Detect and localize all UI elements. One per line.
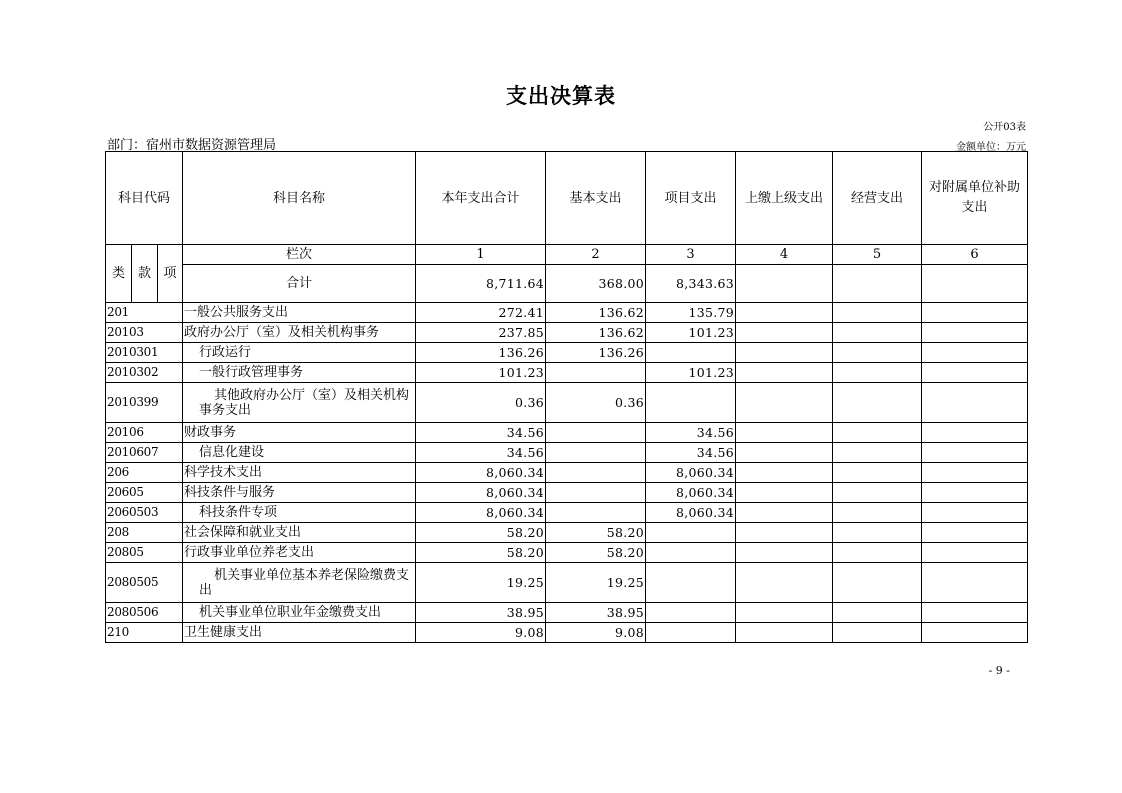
amount-cell [833,423,922,443]
subject-name: 行政运行 [183,343,416,363]
subject-code: 206 [106,463,183,483]
amount-cell [833,563,922,603]
subject-name: 行政事业单位养老支出 [183,543,416,563]
amount-cell: 0.36 [416,383,546,423]
table-row [106,303,1028,323]
expenditure-table [105,151,1028,643]
header-operating-expenditure: 经营支出 [833,152,922,245]
amount-cell [736,303,833,323]
amount-cell [546,443,646,463]
column-number-6: 6 [922,245,1028,265]
amount-cell: 9.08 [546,623,646,643]
amount-cell: 136.62 [546,303,646,323]
amount-cell: 34.56 [416,423,546,443]
amount-cell: 38.95 [546,603,646,623]
subject-name: 科学技术支出 [183,463,416,483]
amount-cell [833,363,922,383]
total-value: 8,711.64 [416,265,546,303]
amount-cell [922,603,1028,623]
amount-cell: 8,060.34 [416,503,546,523]
column-number-row [106,245,1028,265]
amount-cell: 34.56 [646,443,736,463]
amount-cell: 34.56 [416,443,546,463]
amount-cell: 8,060.34 [416,483,546,503]
amount-cell [833,303,922,323]
amount-cell: 58.20 [416,523,546,543]
amount-cell [646,383,736,423]
subject-code: 2080506 [106,603,183,623]
amount-cell [833,523,922,543]
amount-cell [922,443,1028,463]
amount-cell [922,563,1028,603]
table-row [106,363,1028,383]
header-subsidy-affiliated: 对附属单位补助支出 [922,152,1028,245]
amount-cell: 58.20 [416,543,546,563]
header-total-expenditure: 本年支出合计 [416,152,546,245]
table-row [106,543,1028,563]
table-row [106,523,1028,543]
amount-cell: 19.25 [546,563,646,603]
amount-cell: 136.26 [416,343,546,363]
amount-cell [736,323,833,343]
column-number-3: 3 [646,245,736,265]
subject-name: 社会保障和就业支出 [183,523,416,543]
amount-cell [833,543,922,563]
header-project-expenditure: 项目支出 [646,152,736,245]
amount-cell [833,323,922,343]
amount-cell [922,343,1028,363]
amount-cell: 272.41 [416,303,546,323]
amount-cell [833,443,922,463]
table-row [106,323,1028,343]
table-row [106,563,1028,603]
amount-cell [546,463,646,483]
table-row [106,423,1028,443]
amount-cell [736,523,833,543]
amount-cell: 8,060.34 [416,463,546,483]
amount-cell: 8,060.34 [646,483,736,503]
subject-name: 一般公共服务支出 [183,303,416,323]
subject-name: 卫生健康支出 [183,623,416,643]
total-value [833,265,922,303]
amount-unit-label: 金额单位：万元 [956,142,1026,153]
subject-name: 机关事业单位职业年金缴费支出 [183,603,416,623]
subject-code: 2010301 [106,343,183,363]
amount-cell [833,623,922,643]
amount-cell [646,343,736,363]
subject-name: 信息化建设 [183,443,416,463]
table-row [106,503,1028,523]
table-row [106,383,1028,423]
amount-cell [922,423,1028,443]
amount-cell [736,463,833,483]
header-xiang: 项 [158,245,183,303]
subject-code: 2080505 [106,563,183,603]
amount-cell [736,623,833,643]
subject-name: 科技条件专项 [183,503,416,523]
amount-cell [922,483,1028,503]
column-number-5: 5 [833,245,922,265]
subject-name: 一般行政管理事务 [183,363,416,383]
amount-cell [922,363,1028,383]
subject-code: 2060503 [106,503,183,523]
amount-cell [736,363,833,383]
amount-cell [922,303,1028,323]
amount-cell: 38.95 [416,603,546,623]
amount-cell [833,463,922,483]
amount-cell [736,563,833,603]
amount-cell [833,483,922,503]
subject-code: 2010302 [106,363,183,383]
amount-cell [922,523,1028,543]
total-value [922,265,1028,303]
subject-code: 20103 [106,323,183,343]
amount-cell: 237.85 [416,323,546,343]
total-value [736,265,833,303]
table-row [106,343,1028,363]
page-title: 支出决算表 [506,84,616,108]
amount-cell [922,383,1028,423]
amount-cell: 58.20 [546,543,646,563]
amount-cell [922,503,1028,523]
amount-cell: 8,060.34 [646,463,736,483]
header-basic-expenditure: 基本支出 [546,152,646,245]
page-number: - 9 - [988,664,1010,677]
column-number-1: 1 [416,245,546,265]
amount-cell: 101.23 [646,323,736,343]
amount-cell [922,323,1028,343]
header-lei: 类 [106,245,132,303]
total-row [106,265,1028,303]
amount-cell [833,603,922,623]
amount-cell [546,423,646,443]
amount-cell [646,563,736,603]
amount-cell [833,383,922,423]
amount-cell [833,343,922,363]
table-row [106,483,1028,503]
subject-code: 201 [106,303,183,323]
amount-cell: 8,060.34 [646,503,736,523]
amount-cell [922,463,1028,483]
amount-cell [833,503,922,523]
table-row [106,623,1028,643]
table-row [106,463,1028,483]
subject-code: 20106 [106,423,183,443]
subject-code: 20605 [106,483,183,503]
subject-code: 210 [106,623,183,643]
header-kuan: 款 [132,245,158,303]
amount-cell: 0.36 [546,383,646,423]
department-label: 部门：宿州市数据资源管理局 [107,138,277,153]
header-lanci: 栏次 [183,245,416,265]
amount-cell [922,543,1028,563]
amount-cell [736,343,833,363]
header-subject-name: 科目名称 [183,152,416,245]
amount-cell [546,363,646,383]
total-label: 合计 [183,265,416,303]
amount-cell [736,383,833,423]
subject-name: 其他政府办公厅（室）及相关机构事务支出 [183,383,416,423]
table-row [106,443,1028,463]
amount-cell [736,423,833,443]
header-code-group: 科目代码 [106,152,183,245]
subject-code: 208 [106,523,183,543]
table-row [106,603,1028,623]
subject-code: 2010399 [106,383,183,423]
amount-cell [546,503,646,523]
amount-cell: 19.25 [416,563,546,603]
amount-cell: 9.08 [416,623,546,643]
amount-cell [736,603,833,623]
amount-cell [922,623,1028,643]
subject-name: 政府办公厅（室）及相关机构事务 [183,323,416,343]
amount-cell [646,523,736,543]
total-value: 368.00 [546,265,646,303]
subject-name: 财政事务 [183,423,416,443]
amount-cell [646,543,736,563]
amount-cell: 136.62 [546,323,646,343]
amount-cell [646,623,736,643]
amount-cell: 136.26 [546,343,646,363]
amount-cell: 101.23 [416,363,546,383]
amount-cell: 58.20 [546,523,646,543]
amount-cell: 34.56 [646,423,736,443]
header-row [106,152,1028,245]
amount-cell [646,603,736,623]
amount-cell [736,483,833,503]
amount-cell [736,503,833,523]
subject-name: 机关事业单位基本养老保险缴费支出 [183,563,416,603]
subject-code: 2010607 [106,443,183,463]
column-number-2: 2 [546,245,646,265]
total-value: 8,343.63 [646,265,736,303]
amount-cell: 135.79 [646,303,736,323]
amount-cell [736,543,833,563]
column-number-4: 4 [736,245,833,265]
amount-cell [546,483,646,503]
amount-cell: 101.23 [646,363,736,383]
subject-code: 20805 [106,543,183,563]
form-number: 公开03表 [983,122,1026,133]
subject-name: 科技条件与服务 [183,483,416,503]
amount-cell [736,443,833,463]
header-remit-superior: 上缴上级支出 [736,152,833,245]
